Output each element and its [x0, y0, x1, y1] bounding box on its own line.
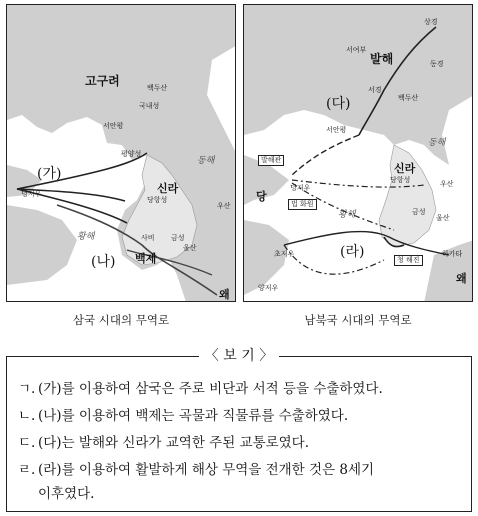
- label-ulsan: 울산: [183, 244, 197, 252]
- label-cheonghaejin: 청 해진: [394, 255, 423, 266]
- bogi-item-3-mark: ㄷ.: [18, 435, 36, 451]
- bogi-item-4-text: (라)를 이용하여 활발하게 해상 무역을 전개한 것은 8세기: [38, 462, 375, 478]
- bogi-item-3-text: (다)는 발해와 신라가 교역한 주된 교통로였다.: [38, 435, 310, 451]
- label-seoan: 서안평: [326, 126, 347, 134]
- label-silla: 신라: [157, 182, 179, 195]
- label-donggyeong: 동경: [430, 60, 444, 68]
- label-seoyeobu: 서여부: [346, 46, 367, 54]
- north-south-states-trade-map: [243, 4, 473, 302]
- label-gungnae: 국내성: [139, 102, 160, 110]
- label-goguryeo: 고구려: [85, 74, 120, 88]
- bogi-item-4-cont-text: 이후였다.: [38, 486, 95, 502]
- bogi-item-2: [18, 404, 348, 424]
- label-baekdu: 백두산: [147, 84, 168, 92]
- route-marker-la: (라): [340, 244, 365, 260]
- label-ulsan: 울산: [436, 214, 450, 222]
- label-geumseong: 금성: [171, 234, 185, 242]
- bogi-item-1: [18, 377, 383, 397]
- label-geumseong: 금성: [412, 208, 426, 216]
- bogi-item-2-mark: ㄴ.: [18, 408, 36, 424]
- label-danghang: 당항성: [390, 176, 411, 184]
- label-pyeongyang: 평양성: [121, 150, 142, 158]
- route-marker-ga: (가): [37, 166, 62, 182]
- bogi-item-3: [18, 431, 309, 451]
- label-hwanghae: 황해: [338, 210, 356, 220]
- label-donghae: 동해: [428, 138, 446, 148]
- bogi-item-1-text: (가)를 이용하여 삼국은 주로 비단과 서적 등을 수출하였다.: [38, 381, 383, 397]
- three-kingdoms-trade-map: [6, 4, 236, 302]
- label-silla: 신라: [394, 162, 416, 175]
- bogi-item-1-mark: ㄱ.: [18, 381, 36, 397]
- label-usan: 우산: [217, 202, 231, 210]
- route-marker-da: (다): [326, 96, 351, 112]
- label-yangju: 양저우: [258, 284, 279, 292]
- map-right-caption: 남북국 시대의 무역로: [304, 313, 412, 327]
- label-baekje: 백제: [135, 252, 157, 265]
- label-wae: 왜: [456, 272, 467, 285]
- label-chuju: 초저우: [274, 250, 295, 258]
- bogi-item-2-text: (나)를 이용하여 백제는 곡물과 직물류를 수출하였다.: [38, 408, 349, 424]
- label-wae: 왜: [219, 288, 230, 301]
- label-deungju: 덩저우: [290, 184, 311, 192]
- route-marker-na: (나): [91, 254, 116, 270]
- label-donghae: 동해: [197, 156, 215, 166]
- label-deungju: 덩저우: [21, 190, 42, 198]
- label-dang: 당: [256, 190, 267, 203]
- label-seogyeong: 서경: [368, 86, 382, 94]
- bogi-title-wrap: [0, 345, 478, 365]
- bogi-item-4-cont: [18, 482, 94, 502]
- label-usan: 우산: [440, 180, 454, 188]
- label-balhaegwan: 발해관: [258, 155, 284, 166]
- label-beophwawon: 법 화원: [288, 199, 317, 210]
- label-baekdu: 백두산: [398, 94, 419, 102]
- label-balhae: 발해: [370, 52, 394, 66]
- label-sabi: 사비: [141, 234, 155, 242]
- map-left-caption: 삼국 시대의 무역로: [72, 313, 170, 327]
- bogi-item-4-mark: ㄹ.: [18, 462, 36, 478]
- label-dangseong: 당항성: [147, 196, 168, 204]
- bogi-title: 〈 보 기 〉: [199, 348, 279, 364]
- bogi-item-4: [18, 458, 374, 478]
- label-hwanghae: 황해: [77, 232, 95, 242]
- label-seoan: 서안평: [103, 122, 124, 130]
- label-sanggyeong: 상경: [424, 18, 438, 26]
- label-hakata: 하카타: [442, 250, 463, 258]
